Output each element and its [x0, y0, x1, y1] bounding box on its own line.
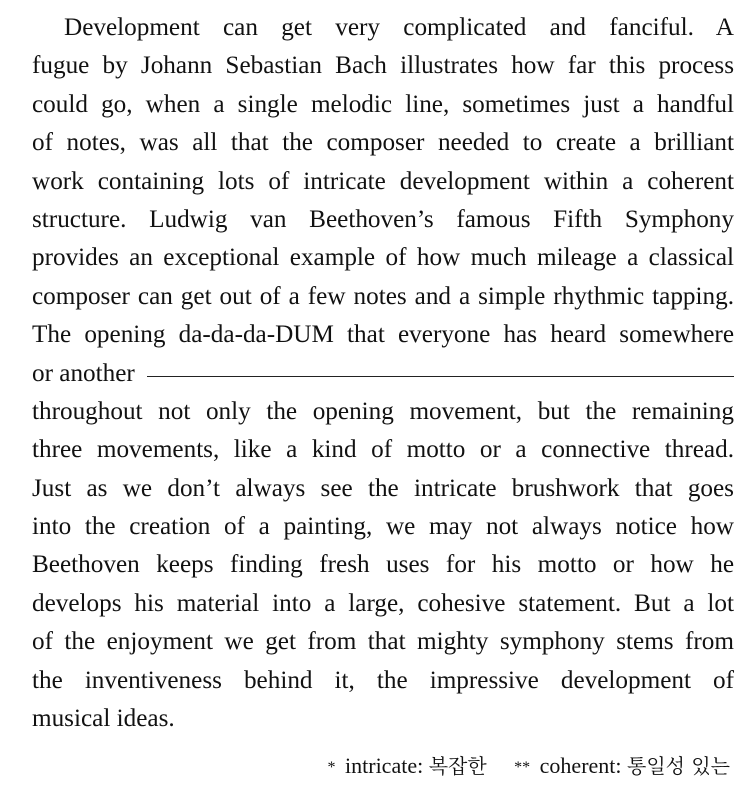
passage-line: throughout not only the opening movement, but the remaining: [32, 397, 734, 425]
footnote: [514, 751, 730, 784]
footnote-marker: **: [514, 759, 531, 776]
footnote: [328, 751, 487, 784]
passage-line: the inventiveness behind it, the impressive development of: [32, 666, 734, 694]
passage-line: The opening da-da-da-DUM that everyone has heard somewhere: [32, 321, 734, 349]
passage-line: fugue by Johann Sebastian Bach illustrates how far this process: [32, 52, 734, 80]
footnotes: [328, 751, 730, 784]
passage-line: of the enjoyment we get from that mighty symphony stems from: [32, 628, 734, 656]
footnote-term: coherent:: [539, 753, 622, 778]
footnote-marker: *: [327, 759, 336, 776]
passage-line: three movements, like a kind of motto or a connective thread.: [32, 436, 734, 464]
passage-line: provides an exceptional example of how much mileage a classical: [32, 244, 734, 272]
passage-line: structure. Ludwig van Beethoven’s famous Fifth Symphony: [32, 205, 734, 233]
passage-line: Development can get very complicated and fanciful. A: [64, 14, 734, 41]
footnote-meaning: 복잡한: [428, 754, 487, 778]
answer-blank[interactable]: [147, 376, 734, 377]
passage-line: Beethoven keeps finding fresh uses for his motto or how he: [32, 551, 734, 579]
passage-line: could go, when a single melodic line, sometimes just a handful: [32, 90, 734, 118]
passage-line: work containing lots of intricate development within a coherent: [32, 167, 734, 195]
blank-line: [32, 355, 734, 393]
passage-line: into the creation of a painting, we may not always notice how: [32, 513, 734, 541]
passage-line: of notes, was all that the composer needed to create a brilliant: [32, 129, 734, 157]
passage-line: composer can get out of a few notes and a simple rhythmic tapping.: [32, 282, 734, 310]
footnote-term: intricate:: [345, 753, 424, 778]
passage-line: Just as we don’t always see the intricate brushwork that goes: [32, 474, 734, 502]
passage-line: develops his material into a large, cohesive statement. But a lot: [32, 589, 734, 617]
passage-line: musical ideas.: [32, 705, 175, 733]
passage: [32, 9, 734, 738]
footnote-meaning: 통일성 있는: [627, 754, 730, 778]
blank-lead-text: or another: [32, 359, 135, 387]
